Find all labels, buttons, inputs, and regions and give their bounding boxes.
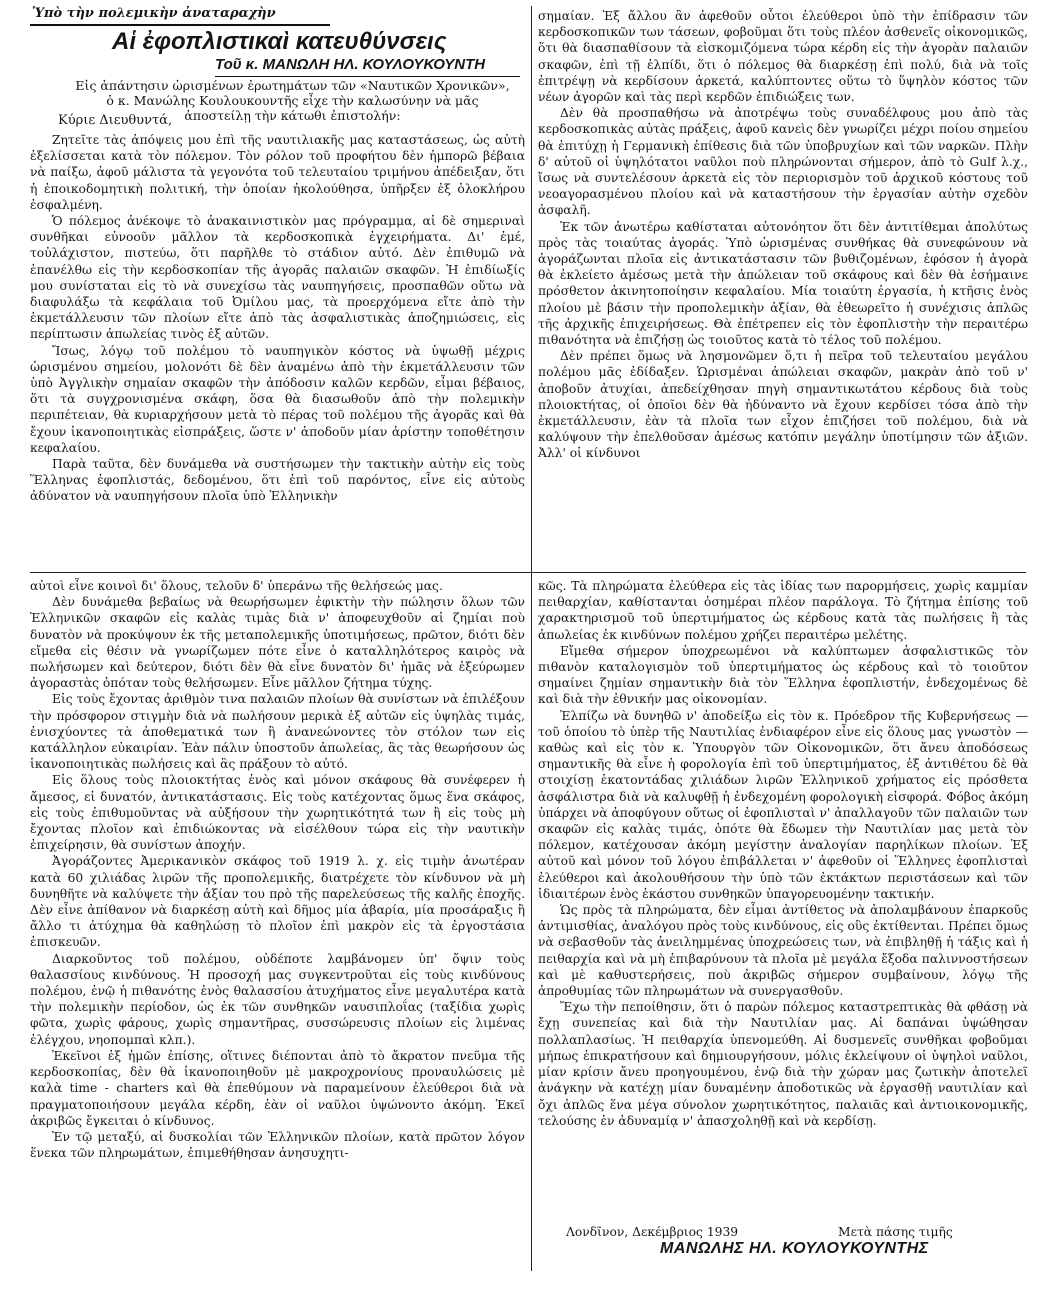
paragraph: Δὲν πρέπει ὅμως νὰ λησμονῶμεν ὅ,τι ἡ πεῖρα τοῦ τελευταίου μεγάλου πολέμου μᾶς ἐδίδαξεν. Ὡρισμέναι ἀπώλειαι σκαφῶν, μακρὰν ἀπὸ τοῦ ν' ἀποβοῦν ἀτυχίαι, ἀπεδείχθησαν πηγὴ σημαντικωτάτου κέρδους διὰ τοὺς πλοιοκτήτας, οἱ ὁποῖοι δὲν θὰ ἠδύναντο νὰ ἔχουν κερδίσει τόσα ἀπὸ τὴν ἐκμετάλλευσιν, ἐὰν τὰ πλοῖα των εἶχον ἐπιζήσει τοῦ πολέμου, διὰ νὰ καλύψουν τὴν ἐπελθοῦσαν ἀμέσως κατόπιν μεγάλην ὑποτίμησιν τῶν ἀξιῶν. Ἀλλ' οἱ κίνδυνοι [538,349,1028,461]
column-divider-vertical [531,6,532,1271]
paragraph: Ὁ πόλεμος ἀνέκοψε τὸ ἀνακαινιστικὸν μας πρόγραμμα, αἱ δὲ σημεριναὶ συνθῆκαι εὐνοοῦν μᾶλλον τὰ κερδοσκοπικὰ ἐγχειρήματα. Δι' ἐμέ, τοὐλάχιστον, πιστεύω, ὅτι παρῆλθε τὸ στάδιον αὐτό. Δὲν ἐπιθυμῶ νὰ ἐπανέλθω εἰς τὴν κερδοσκοπίαν τῆς ἀγορᾶς παλαιῶν σκαφῶν. Ἡ ἐπιδίωξίς μου συνίσταται εἰς τὸ νὰ συνεχίσω τὰς ναυπηγήσεις, προσπαθῶν οὕτω νὰ διαφυλάξω τὰ κεφάλαια τοῦ Ὀμίλου μας, τὰ προερχόμενα εἴτε ἀπὸ τὴν ἐκμετάλλευσιν τῶν πλοίων εἴτε ἀπὸ τὰς ἀσφαλιστικὰς ἀποζημιώσεις, εἰς περίπτωσιν ἀπωλείας τινὸς ἐξ αὐτῶν. [30,214,525,342]
paragraph: Δὲν δυνάμεθα βεβαίως νὰ θεωρήσωμεν ἐφικτὴν τὴν πώλησιν ὅλων τῶν Ἑλληνικῶν σκαφῶν εἰς καλὰς τιμὰς διὰ ν' ἀποφευχθοῦν αἱ ζημίαι ποὺ δυνατὸν νὰ προκύψουν ἐκ τῆς μεταπολεμικῆς ὑποτιμήσεως, πρῶτον, διότι δὲν εἴμεθα εἰς θέσιν νὰ γνωρίζωμεν πότε εἶνε ὁ καταλληλότερος καιρὸς νὰ πωλήσωμεν καὶ δεύτερον, διότι δὲν θὰ εἶνε δυνατὸν δι' ἡμᾶς νὰ ἐξεύρωμεν ἀγοραστὰς ὁπόταν τοὺς θελήσωμεν. Εἶνε μᾶλλον ζήτημα τύχης. [30,595,525,691]
letter-salutation: Κύριε Διευθυντά, [58,113,173,128]
paragraph: Δὲν θὰ προσπαθήσω νὰ ἀποτρέψω τοὺς συναδέλφους μου ἀπὸ τὰς κερδοσκοπικὰς αὐτὰς πράξεις, ἀφοῦ κανεὶς δὲν γνωρίζει μέχρι ποίου σημείου θὰ ἐπιτύχῃ ἡ Γερμανικὴ ἐπίθεσις διὰ τῶν ὑποβρυχίων καὶ τῶν ναρκῶν. Πλὴν δ' αὐτοῦ οἱ ὑψηλότατοι ναῦλοι ποὺ πληρώνονται σήμερον, ἀπὸ τὸ Gulf λ.χ., ἴσως νὰ συντελέσουν ἀρκετὰ εἰς τὸν περιορισμὸν τοῦ ἀρχικοῦ κόστους τοῦ νεοαγορασμένου πλοίου καὶ νὰ καταστήσουν τὴν ἐργασίαν αὐτὴν σχεδὸν ἀσφαλῆ. [538,106,1028,218]
paragraph: Εἰς τοὺς ἔχοντας ἀριθμὸν τινα παλαιῶν πλοίων θὰ συνίστων νὰ ἐπιλέξουν τὴν πρόσφορον στιγμὴν διὰ νὰ πωλήσουν μερικὰ ἐξ αὐτῶν εἰς ὑψηλὰς τιμάς, ἐνισχύοντες τὰ ἀποθεματικά των ἢ ἀνανεώνοντες τὸν στόλον των εἰς κατάλληλον εὐκαιρίαν. Ἐὰν πάλιν ὑποστοῦν ἀπωλείας, ἃς τὰς θεωρήσουν ὡς ἱκανοποιητικὰς πωλήσεις καὶ ἃς πράξουν τὸ αὐτό. [30,692,525,772]
author-signature: ΜΑΝΩΛΗΣ ΗΛ. ΚΟΥΛΟΥΚΟΥΝΤΗΣ [660,1240,929,1257]
paragraph: Ἀγοράζοντες Ἀμερικανικὸν σκάφος τοῦ 1919 λ. χ. εἰς τιμὴν ἀνωτέραν κατὰ 60 χιλιάδας λιρῶν τῆς προπολεμικῆς, διατρέχετε τὸν κίνδυνον νὰ μὴ δυνηθῆτε νὰ καλύψετε τὴν ἀξίαν του πρὸ τῆς παρελεύσεως τῆς καλῆς ἐποχῆς. Δὲν εἶνε ἀπίθανον νὰ διαρκέσῃ αὐτὴ καὶ δῆμος μία ἀβαρία, μία προσάραξις ἢ ἄλλο τι ἀτύχημα θὰ καθηλώσῃ τὸ πλοῖον ἐπὶ μακρὸν εἰς τὰ ἐργοστάσια ἐπισκευῶν. [30,854,525,950]
article-column-3 [30,578,525,1272]
paragraph: Παρὰ ταῦτα, δὲν δυνάμεθα νὰ συστήσωμεν τὴν τακτικὴν αὐτὴν εἰς τοὺς Ἕλληνας ἐφοπλιστάς, δεδομένου, ὅτι ἐπὶ τοῦ παρόντος, εἶνε εἰς αὐτοὺς ἀδύνατον νὰ ναυπηγήσουν πλοῖα ὑπὸ Ἑλληνικὴν [30,457,525,504]
paragraph: Εἴμεθα σήμερον ὑποχρεωμένοι νὰ καλύπτωμεν ἀσφαλιστικῶς τὸν πιθανὸν καταλογισμὸν τοῦ ὑπερτιμήματος ὡς κέρδους καὶ τὸ τοιοῦτον σημαίνει ζημίαν σημαντικὴν διὰ τὸν Ἕλληνα ἐφοπλιστήν, ἐνδεχομένως δὲ καὶ διὰ τὴν ἐθνικήν μας οἰκονομίαν. [538,643,1028,707]
section-kicker [30,6,330,26]
paragraph: Ἐκεῖνοι ἐξ ἡμῶν ἐπίσης, οἵτινες διέπονται ἀπὸ τὸ ἄκρατον πνεῦμα τῆς κερδοσκοπίας, δὲν θὰ ἱκανοποιηθοῦν μὲ μακροχρονίους προναυλώσεις μὲ καλὰ time - charters καὶ θὰ ἐπεθύμουν νὰ παραμείνουν ἐλεύθεροι διὰ νὰ πραγματοποιήσουν μεγάλα κέρδη, ἐὰν οἱ ναῦλοι ὑψώνοντο ἀκόμη. Ἐκεῖ ἀκριβῶς ἔγκειται ὁ κίνδυνος. [30,1048,525,1128]
paragraph: Ἔχω τὴν πεποίθησιν, ὅτι ὁ παρὼν πόλεμος καταστρεπτικὰς θὰ φθάσῃ νὰ ἔχῃ συνεπείας καὶ διὰ τὴν Ναυτιλίαν μας. Αἱ δαπάναι ὑψώθησαν πολλαπλασίως. Ἡ πειθαρχία ὑπενομεύθη. Αἱ δυσμενεῖς συνθῆκαι φοβοῦμαι μήπως ἐπικρατήσουν καὶ δημιουργήσουν, μόλις ἐκλείψουν οἱ ὑψηλοὶ ναῦλοι, μίαν κρίσιν ἄνευ προηγουμένου, ἐνῷ διὰ τὴν χώραν μας ζωτικὴν ἀποτελεῖ ἀνάγκην νὰ κατέχῃ μίαν δυναμένην ἀποδοτικῶς νὰ ἐργασθῇ ναυτιλίαν καὶ ὄχι ἁπλῶς ἕνα μέγα σύνολον χωρητικότητος, παλαιᾶς καὶ ἀντιοικονομικῆς, τελούσης ἐν ἀδυναμίᾳ ν' ἀπασχοληθῇ καὶ νὰ κερδίσῃ. [538,1000,1028,1128]
article-byline: Τοῦ κ. ΜΑΝΩΛΗ ΗΛ. ΚΟΥΛΟΥΚΟΥΝΤΗ [215,56,486,73]
kicker-text: Ὑπὸ τὴν πολεμικὴν ἀναταραχὴν [32,6,276,21]
closing-regards: Μετὰ πάσης τιμῆς [838,1225,953,1239]
paragraph: Διαρκοῦντος τοῦ πολέμου, οὐδέποτε λαμβάνομεν ὑπ' ὄψιν τοὺς θαλασσίους κινδύνους. Ἡ προσοχή μας συγκεντροῦται εἰς τοὺς κινδύνους πολέμου, ἐνῷ ἡ πιθανότης ἑνὸς θαλασσίου ἀτυχήματος εἶνε μεγαλυτέρα κατὰ τὴν πολεμικὴν περίοδον, ὡς ἐκ τῶν συνθηκῶν ναυσιπλοΐας (ταξίδια χωρὶς φῶτα, χωρὶς φάρους, χωρὶς σημαντῆρας, συσσώρευσις πλοίων εἰς λιμένας ἐλέγχου, νηοπομπαὶ κλπ.). [30,951,525,1047]
paragraph: Ζητεῖτε τὰς ἀπόψεις μου ἐπὶ τῆς ναυτιλιακῆς μας καταστάσεως, ὡς αὐτὴ ἐξελίσσεται κατὰ τὸν πόλεμον. Τὸν ρόλον τοῦ προφήτου δὲν ἠμπορῶ βέβαια νὰ παίξω, ἀφοῦ μάλιστα τὰ γεγονότα τοῦ τελευταίου τριμήνου ἀπέδειξαν, ὅτι ἡ ἐποικοδομητικὴ πολιτική, τὴν ὁποίαν ἠκολούθησα, ὑπῆρξεν ἐξ ὁλοκλήρου ἐσφαλμένη. [30,133,525,212]
paragraph: Ἐν τῷ μεταξύ, αἱ δυσκολίαι τῶν Ἑλληνικῶν πλοίων, κατὰ πρῶτον λόγον ἕνεκα τῶν πληρωμάτων, ἐπιμεθήθησαν ἀνησυχητι- [30,1129,525,1161]
paragraph: Εἰς ὅλους τοὺς πλοιοκτήτας ἑνὸς καὶ μόνον σκάφους θὰ συνέφερεν ἡ ἄμεσος, εἰ δυνατόν, ἀντικατάστασις. Εἰς τοὺς κατέχοντας ὅμως ἕνα σκάφος, εἰς τοὺς ἐπιθυμοῦντας νὰ αὐξήσουν τὴν χωρητικότητά των ἢ εἰς τοὺς μὴ ἔχοντας πλοῖον καὶ ἐπιδιώκοντας νὰ εἰσέλθουν τώρα εἰς τὴν ναυτικὴν ἐπιχείρησιν, θὰ συνίστων ἀποχήν. [30,773,525,853]
paragraph: κῶς. Τὰ πληρώματα ἐλεύθερα εἰς τὰς ἰδίας των παρορμήσεις, χωρὶς καμμίαν πειθαρχίαν, καθίστανται ὁσημέραι πλέον παράλογα. Τὸ ζήτημα ἐπίσης τοῦ χαρακτηρισμοῦ τοῦ ὑπερτιμήματος ὡς κέρδους κατὰ τὰς πωλήσεις ἢ τὰς ἀπωλείας ἐκ κινδύνων πολέμου χρήζει περαιτέρω μελέτης. [538,579,1028,642]
paragraph: Ἴσως, λόγῳ τοῦ πολέμου τὸ ναυπηγικὸν κόστος νὰ ὑψωθῇ μέχρις ὡρισμένου σημείου, μολονότι δὲ δὲν ἀναμένω ἀπὸ τὴν ἐκμετάλλευσιν τῶν ὑπὸ Ἀγγλικὴν σημαίαν σκαφῶν τὴν ἀπόδοσιν καλῶν κερδῶν, εἶμαι βέβαιος, ὅτι τὰ συγχρονισμένα σκάφη, ὅσα θὰ διασωθοῦν ἀπὸ τὴν πολεμικὴν περιπέτειαν, θὰ κυριαρχήσουν μετὰ τὸ πέρας τοῦ πολέμου τῆς ἀγορᾶς καὶ θὰ ἔχουν ἱκανοποιητικὰς εἰσπράξεις, ὥστε ν' ἀποδοῦν μίαν ἀρίστην τοποθέτησιν κεφαλαίου. [30,343,525,455]
article-column-2 [538,8,1028,576]
byline-rule [215,76,520,77]
paragraph: Ἐλπίζω νὰ δυνηθῶ ν' ἀποδείξω εἰς τὸν κ. Πρόεδρον τῆς Κυβερνήσεως — τοῦ ὁποίου τὸ ὑπὲρ τῆς Ναυτιλίας ἐνδιαφέρον εἶνε εἰς ὅλους μας γνωστὸν — καθὼς καὶ εἰς τὸν κ. Ὑπουργὸν τῶν Οἰκονομικῶν, ὅτι ἄνευ ἀποδόσεως σημαντικῆς θὰ εἶνε ἡ φορολογία ἐπὶ τοῦ ὑπερτιμήματος, ἐξ ἀντιθέτου δὲ θὰ στοιχίσῃ ἑκατοντάδας χιλιάδων λιρῶν Ἑλληνικοῦ χρήματος εἰς πρόσθετα ἀσφάλιστρα διὰ νὰ καλυφθῇ ἡ ἐνδεχομένη φορολογικὴ εἰσφορά. Φόβος ἀκόμη ὑπάρχει νὰ ἀποφύγουν οὕτως οἱ ἐφοπλισταὶ ν' ἀπαλλαγοῦν τῶν παλαιῶν των σκαφῶν εἰς καλὰς τιμάς, ὁπότε θὰ ἔδωμεν τὴν Ναυτιλίαν μας μετὰ τὸν πόλεμον, κατέχουσαν ἀκόμη μεγίστην ἀναλογίαν παρηλίκων πλοίων. Ἐξ αὐτοῦ καὶ μόνον τοῦ λόγου ἐπιβάλλεται ν' ἀφεθοῦν οἱ Ἕλληνες ἐφοπλισταὶ ἐλεύθεροι καὶ ἀκολουθήσουν τὴν ὑπὸ τῶν ἐκτάκτων περιστάσεων καὶ τῶν ἰδιαιτέρων ἑνὸς ἑκάστου συνθηκῶν ὑπαγορευομένην τακτικήν. [538,708,1028,901]
article-headline: Αἱ ἐφοπλιστικαὶ κατευθύνσεις [112,28,447,55]
paragraph: αὐτοὶ εἶνε κοινοὶ δι' ὅλους, τελοῦν δ' ὑπεράνω τῆς θελήσεώς μας. [30,579,443,593]
editor-intro: Εἰς ἀπάντησιν ὡρισμένων ἐρωτημάτων τῶν «Ναυτικῶν Χρονικῶν», ὁ κ. Μανώλης Κουλουκουντῆς εἶχε τὴν καλωσύνην νὰ μᾶς ἀποστείλῃ τὴν κάτωθι ἐπιστολήν: [75,78,510,123]
paragraph: Ἐκ τῶν ἀνωτέρω καθίσταται αὐτονόητον ὅτι δὲν ἀντιτίθεμαι ἀπολύτως πρὸς τὰς τοιαύτας ἀγοράς. Ὑπὸ ὡρισμένας συνθήκας θὰ συνεφώνουν νὰ ἀγοράζωνται πλοῖα εἰς ἀντικατάστασιν τῶν βυθιζομένων, ἐφόσον ἡ ἀγορὰ θὰ ἐκλείετο ἀμέσως μετὰ τὴν ἀπώλειαν τοῦ σκάφους καὶ δὲν θὰ ἐσήμαινε πρόσθετον ἀκινητοποίησιν κεφαλαίου. Μία τοιαύτη ἐργασία, ἡ κτῆσις ἑνὸς πλοίου μὲ βάσιν τὴν προπολεμικὴν ἀξίαν, θὰ ἐθεωρεῖτο ἡ συνέχισις ἁπλῶς τῆς ἀρχικῆς ἐπιχειρήσεως. Θὰ ἐπέτρεπεν εἰς τὸν ἐφοπλιστὴν τὴν περαιτέρω πιθανότητα νὰ ἐπιζήσῃ ὡς τοιοῦτος κατὰ τὸ τέλος τοῦ πολέμου. [538,219,1028,348]
article-column-4 [538,578,1028,1190]
place-and-date: Λονδῖνον, Δεκέμβριος 1939 [566,1225,739,1239]
paragraph: σημαίαν. Ἐξ ἄλλου ἂν ἀφεθοῦν οὗτοι ἐλεύθεροι ὑπὸ τὴν ἐπίδρασιν τῶν κερδοσκοπικῶν των τάσεων, φοβοῦμαι ὅτι τοὺς πλέον ἀσθενεῖς οἰκονομικῶς, ὅτι θὰ διασπαθίσουν τὰ εἰσκομιζόμενα τώρα κέρδη εἰς τὴν ἀγορὰν παλαιῶν σκαφῶν, ἐπὶ τῇ ἐλπίδι, ὅτι ὁ πόλεμος θὰ διαρκέσῃ ἐπὶ πολύ, διὰ νὰ τοῖς ἐπιτρέψῃ νὰ κερδίσουν ἀρκετά, καλύπτοντες οὕτω τὸ ὕψηλὸν κόστος τῶν νέων ἀγορῶν καὶ τὰς περὶ κερδῶν ἐπιδιώξεις των. [538,9,1028,105]
paragraph: Ὡς πρὸς τὰ πληρώματα, δὲν εἶμαι ἀντίθετος νὰ ἀπολαμβάνουν ἐπαρκοῦς ἀντιμισθίας, ἀναλόγου πρὸς τοὺς κινδύνους, εἰς οὓς ἐκτίθενται. Πρέπει ὅμως νὰ σεβασθοῦν τὰς ἀνειλημμένας ὑποχρεώσεις των, νὰ ἐπιβληθῇ ἡ τάξις καὶ ἡ πειθαρχία καὶ νὰ μὴ ἐπιβαρύνουν τὰ πλοῖα μὲ μεγάλα ἔξοδα παλιννοστήσεων καὶ μὲ καθυστερήσεις, ποὺ ἀκριβῶς σήμερον συμβαίνουν, λόγῳ τῆς ἀπροθυμίας τῶν πληρωμάτων νὰ συνεργασθοῦν. [538,903,1028,999]
article-column-1 [30,132,525,558]
